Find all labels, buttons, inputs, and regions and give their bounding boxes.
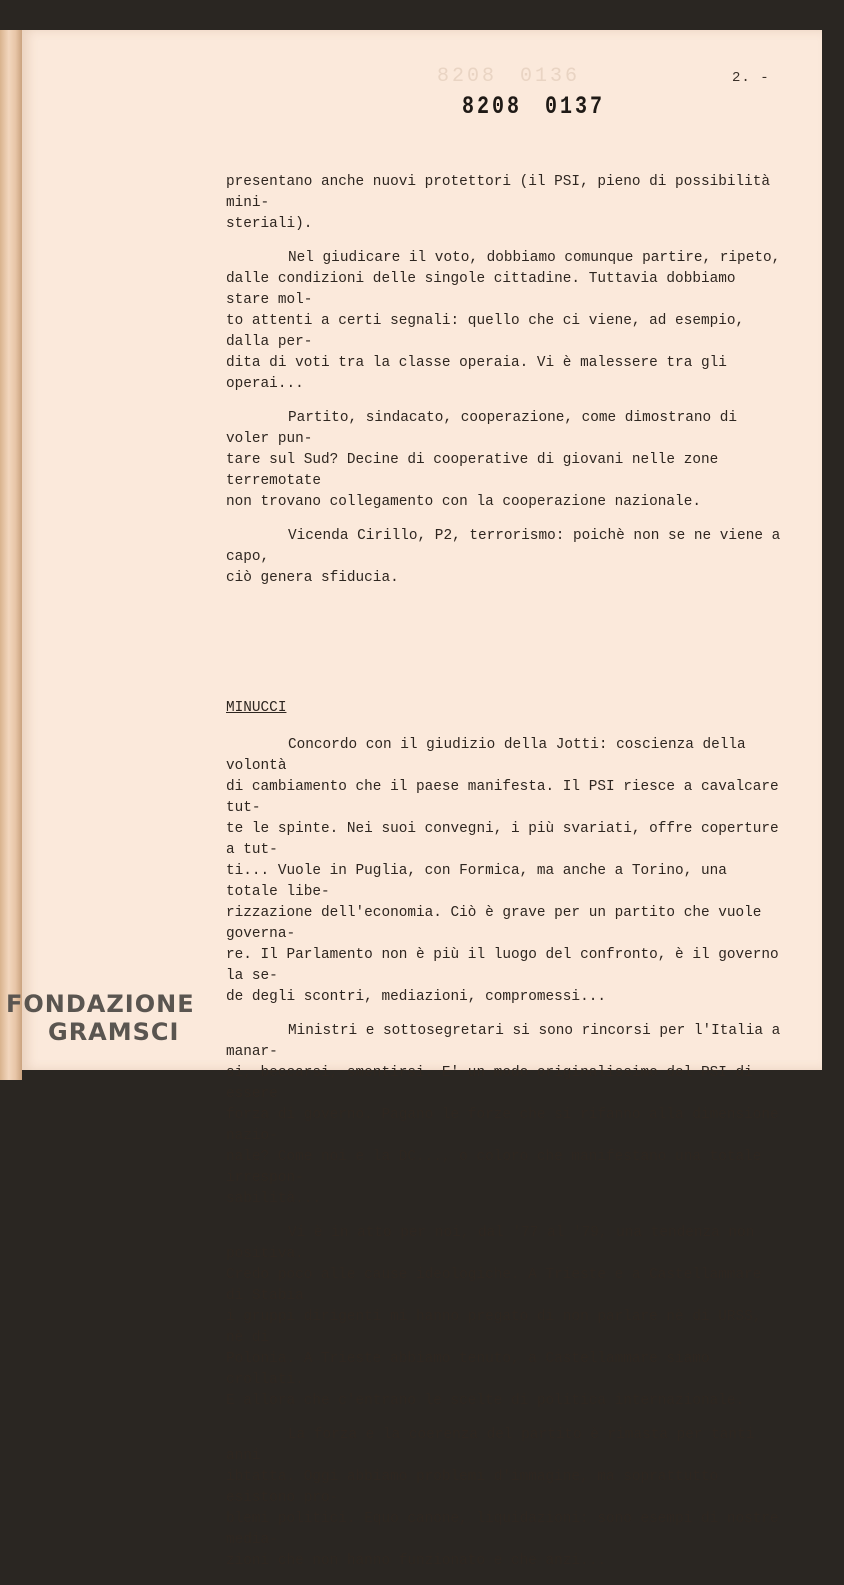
document-body bbox=[226, 172, 786, 1585]
fondazione-gramsci-watermark bbox=[6, 990, 195, 1046]
ghost-show-through-code: 8208 0136 bbox=[437, 65, 581, 88]
paragraph-1: presentano anche nuovi protettori (il PSI, pieno di possibilità mini- steriali). bbox=[226, 174, 771, 232]
watermark-line-1: FONDAZIONE bbox=[6, 990, 195, 1018]
document-page bbox=[22, 30, 822, 1569]
section-gap bbox=[226, 602, 786, 698]
paragraph-7: Vi è in atto per noi, dal '77 al '79, una tendenza non positiva. Credo poco alle cause ideologiche. A Trieste e a Castellammare di Stabia i gruppi dirigenti mi hanno pregato di non parlare nè di URSS, nè di Polonia. A Trieste abbiamo tenuto, a Castellammare siamo crollati. E allora che c'entrano le scelte di politica internazionale. bbox=[226, 1225, 762, 1409]
speaker-heading: MINUCCI bbox=[226, 700, 287, 716]
paragraph-3: Partito, sindacato, cooperazione, come dimostrano di voler pun- tare sul Sud? Decine di cooperative di giovani nelle zone terremotate non trovano collegamento con la cooperazione nazionale. bbox=[226, 410, 738, 510]
paragraph-8: La forza e la coerenza del partito è rimasta per tanti anni ibtatta. Oggi abbiamo problemi d'immagine, ma soprattutto esistono pro- blemi politici. Equo canone, liquidazioni: sono esempi di nostre media- zioni che non hanno funzionato e che anzi... bbox=[226, 1427, 779, 1569]
paragraph-6: Ministri e sottosegretari si sono rincorsi per l'Italia a manar- si, beccarsi, smentirsi. E' un modo originalissimo del PSI di essere forza di governo. Pagano le forze che si rifanno alla dimensione nazio- nale? Come noi e la DC..., o coloro che manifestano una totale irrespon- sabilità... bbox=[226, 1023, 781, 1207]
paragraph-5: Concordo con il giudizio della Jotti: coscienza della volontà di cambiamento che il paese manifesta. Il PSI riesce a cavalcare tut- te le spinte. Nei suoi convegni, i più svariati, offre coperture a tut- ti... Vuole in Puglia, con Formica, ma anche a Torino, una totale libe- rizzazione dell'economia. Ciò è grave per un partito che vuole governa- re. Il Parlamento non è più il luogo del confronto, è il governo la se- de degli scontri, mediazioni, compromessi... bbox=[226, 737, 779, 1005]
watermark-line-2: GRAMSCI bbox=[48, 1018, 180, 1046]
document-stamp-number: 8208 0137 bbox=[462, 93, 606, 122]
page-number: 2. - bbox=[732, 70, 770, 86]
paragraph-4: Vicenda Cirillo, P2, terrorismo: poichè non se ne viene a capo, ciò genera sfiducia. bbox=[226, 528, 781, 586]
page-binding-edge bbox=[0, 30, 22, 1080]
paragraph-2: Nel giudicare il voto, dobbiamo comunque partire, ripeto, dalle condizioni delle singole cittadine. Tuttavia dobbiamo stare mol- to attenti a certi segnali: quello che ci viene, ad esempio, dalla per- dita di voti tra la classe operaia. Vi è malessere tra gli operai... bbox=[226, 250, 781, 392]
